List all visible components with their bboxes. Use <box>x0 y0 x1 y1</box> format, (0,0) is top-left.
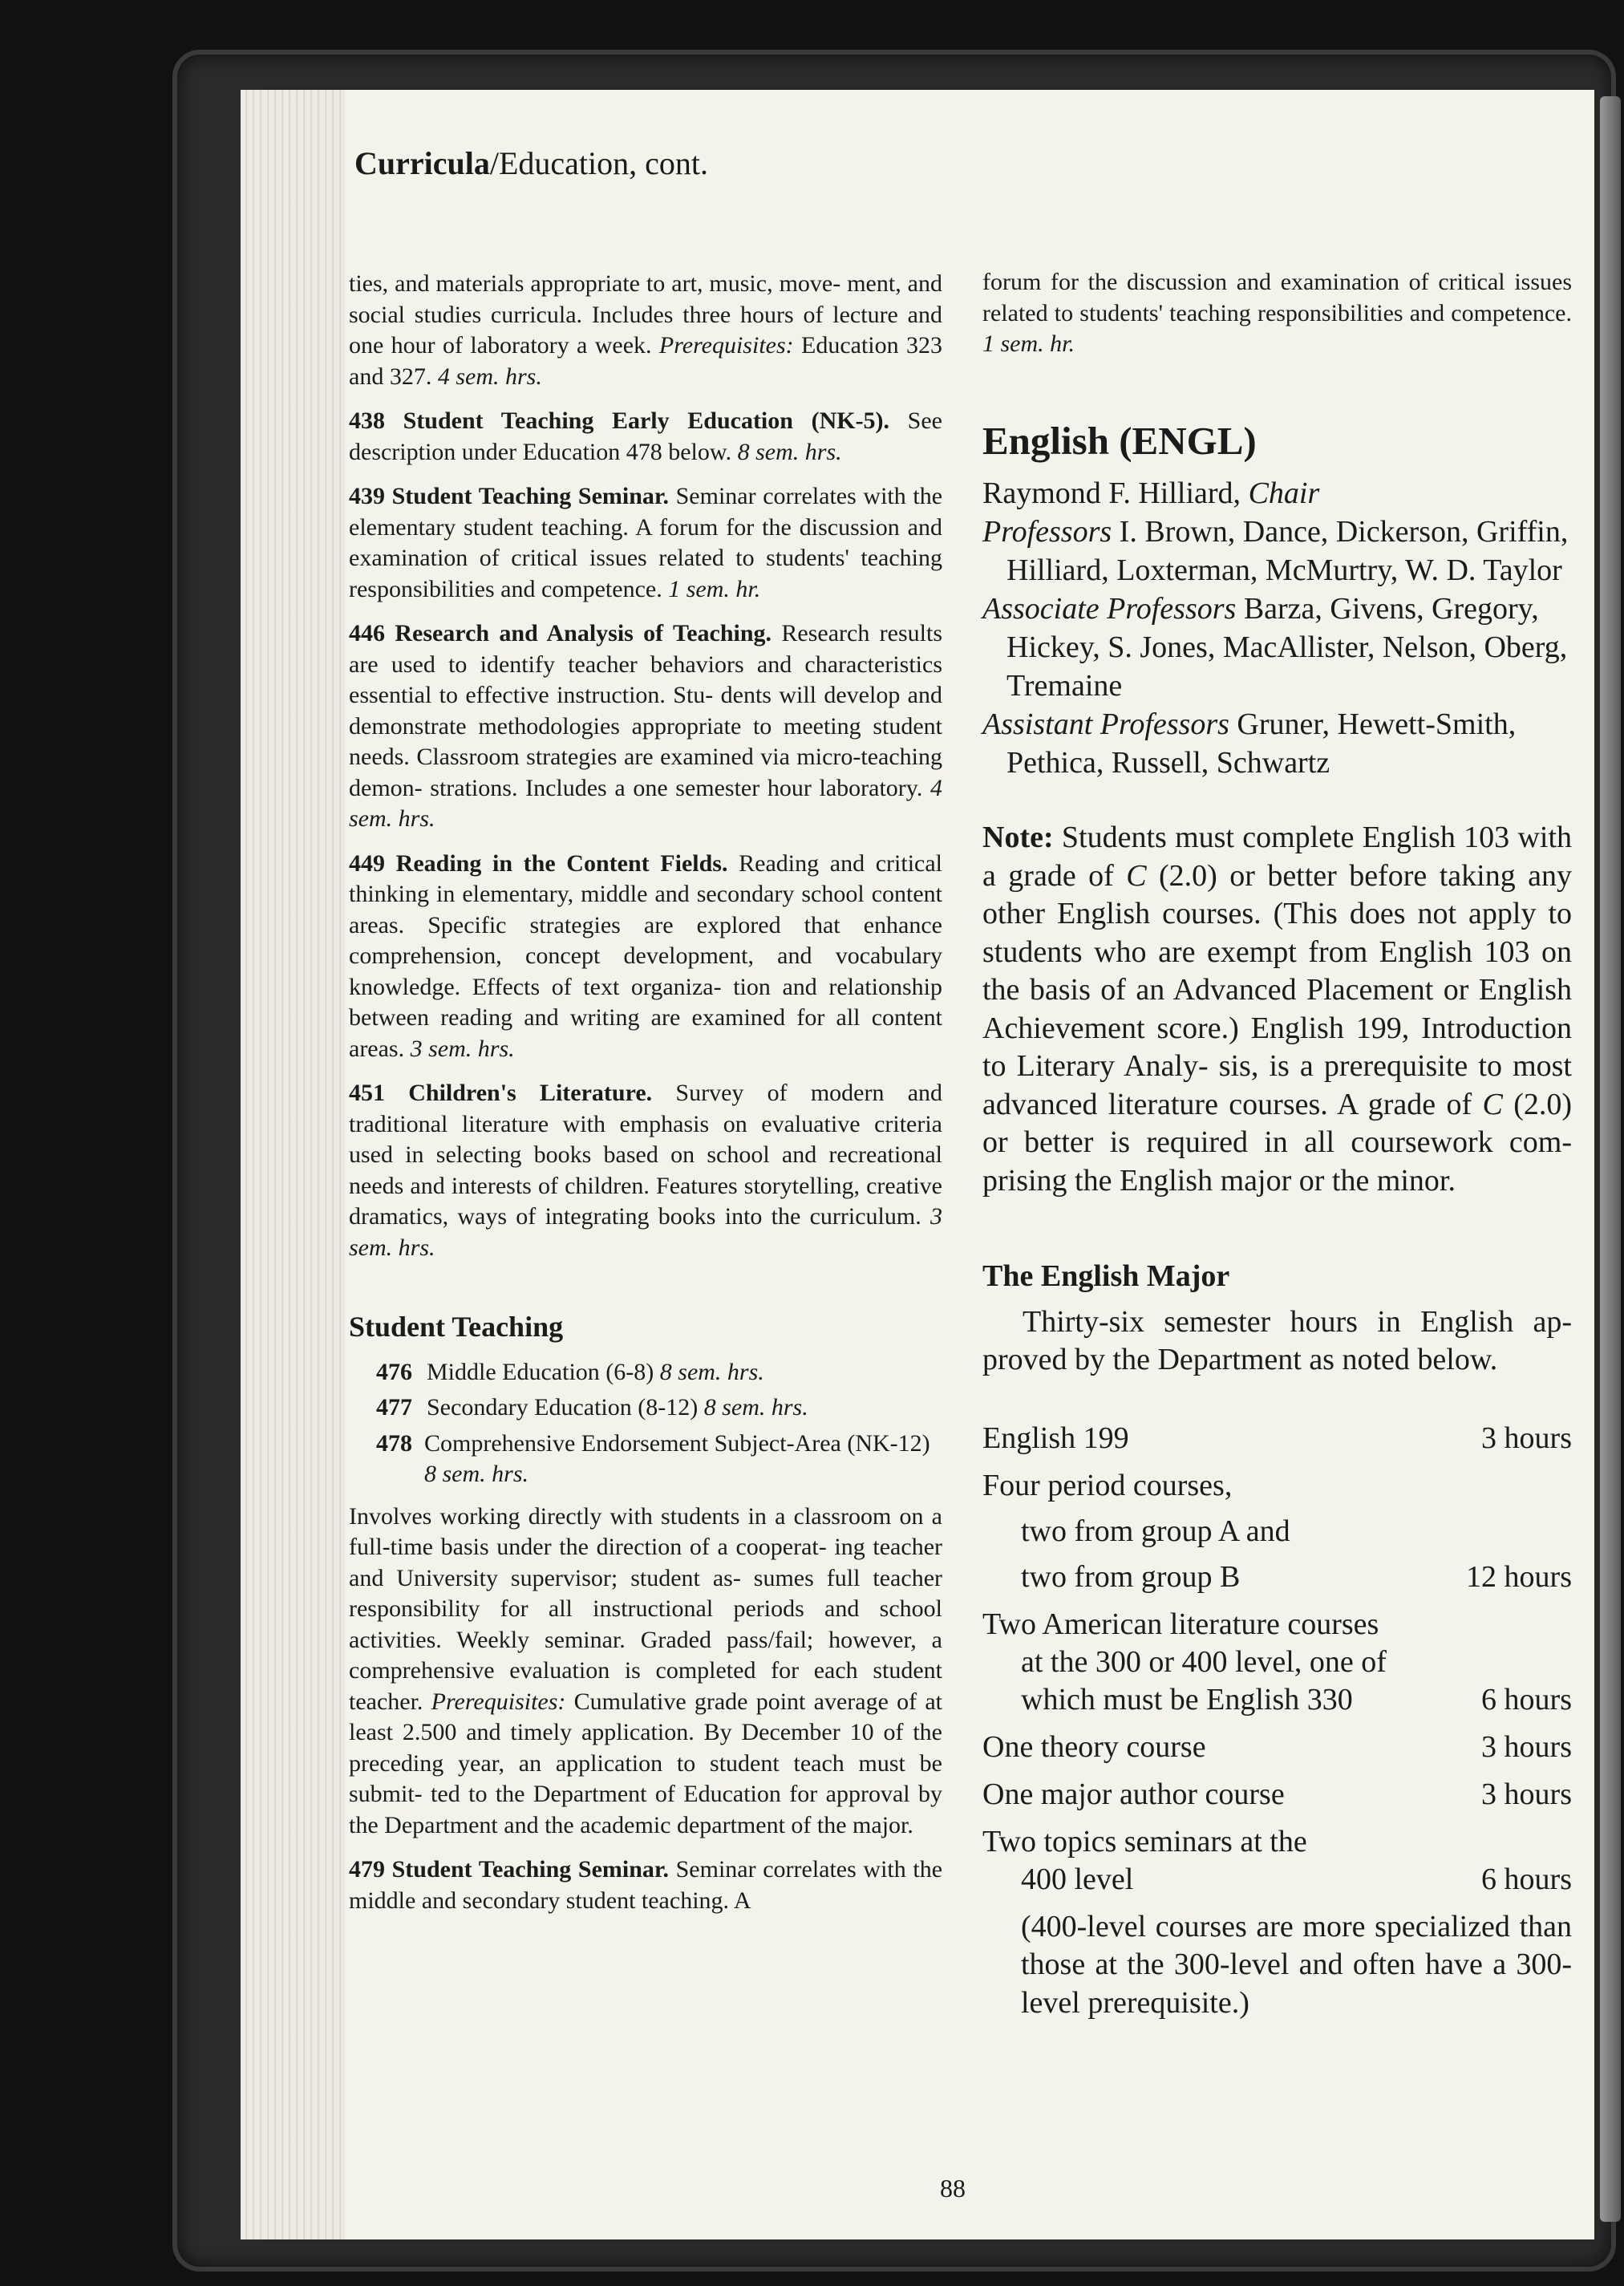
note-text: Students must complete English 103 with a grade of <box>982 821 1572 893</box>
requirement-label: One theory course <box>982 1729 1206 1764</box>
credit-hours: 1 sem. hr. <box>668 575 761 602</box>
course-439 <box>349 481 942 605</box>
course-number: 477 <box>376 1394 412 1421</box>
course-description: See description under Education 478 below. <box>349 407 942 465</box>
item-text <box>427 1392 808 1424</box>
requirements-list <box>982 1420 1572 1899</box>
faculty-chair <box>982 474 1572 513</box>
student-teaching-item <box>376 1429 942 1490</box>
prereq-label: Prerequisites: <box>658 332 794 359</box>
major-intro: Thirty-six semester hours in English ap- proved by the Department as noted below. <box>982 1304 1572 1376</box>
course-title: 449 Reading in the Content Fields. <box>349 849 728 877</box>
requirement-label: One major author course <box>982 1777 1285 1811</box>
requirement-sub: 400 level <box>1021 1862 1134 1896</box>
running-head-bold: Curricula <box>354 145 490 181</box>
credit-hours: 3 sem. hrs. <box>349 1203 943 1261</box>
course-438 <box>349 406 942 468</box>
requirement-hours: 6 hours <box>1481 1682 1572 1717</box>
credit-hours: 1 sem. hr. <box>982 330 1075 357</box>
credit-hours: 8 sem. hrs. <box>424 1461 529 1487</box>
grade-letter: C <box>1126 858 1147 893</box>
course-description: Research results are used to identify teacher behaviors and characteristics essential to effective instruction. Stu- dents will develop and demonstrate methodologies appropriate to meeting student needs. Classroom strategies are examined via micro-teaching demon- strations. Includes a one semester hour laboratory. <box>349 620 943 801</box>
chair-name: Raymond F. Hilliard, <box>982 476 1241 510</box>
requirement-row <box>982 1776 1572 1814</box>
course-446 <box>349 618 942 835</box>
credit-hours: 4 sem. hrs. <box>349 774 943 832</box>
credit-hours: 8 sem. hrs. <box>703 1394 808 1421</box>
course-description: Survey of modern and traditional literature with emphasis on evaluative criteria used in selecting books based on school and recreational needs and interests of children. Features storytelling, creative dramatics, ways of integrating books into the curriculum. <box>349 1080 943 1230</box>
level-note: (400-level courses are more specialized than those at the 300-level and often have a 300-level prerequisite.) <box>1021 1909 1572 2020</box>
course-number: 478 <box>376 1429 412 1457</box>
course-description: Seminar correlates with the elementary student teaching. A forum for the discussion and examination of critical issues related to students' teaching responsibilities and competence. <box>349 483 943 602</box>
prereq-label: Prerequisites: <box>431 1688 566 1715</box>
requirement-label: Two topics seminars at the <box>982 1824 1307 1858</box>
grade-letter: C <box>1482 1087 1503 1121</box>
course-title: 439 Student Teaching Seminar. <box>349 483 669 509</box>
rank-label: Professors <box>982 515 1112 549</box>
requirement-hours: 3 hours <box>1481 1729 1572 1764</box>
page-edges <box>241 90 345 2239</box>
requirement-row <box>982 1823 1572 1899</box>
credit-hours: 8 sem. hrs. <box>659 1358 764 1385</box>
course-description: Reading and critical thinking in elementary, middle and secondary school content areas. Specific strategies are explored that enhance comprehension, concept development, and vocabulary knowledge. Effects of text organiza- tion and relationship between reading and writing are examined for all content areas. <box>349 849 942 1062</box>
requirement-hours: 3 hours <box>1481 1421 1572 1455</box>
requirement-sub: two from group A and <box>1021 1514 1290 1548</box>
course-title: 446 Research and Analysis of Teaching. <box>349 620 772 646</box>
credit-hours: 3 sem. hrs. <box>410 1035 515 1062</box>
chair-title: Chair <box>1248 476 1320 510</box>
student-teaching-heading: Student Teaching <box>349 1311 564 1343</box>
credit-hours: 4 sem. hrs. <box>437 363 542 390</box>
student-teaching-item <box>376 1357 942 1388</box>
note-text: (2.0) or better is required in all coursework com- prising the English major or the minor. <box>982 1087 1573 1198</box>
requirement-hours: 12 hours <box>1466 1559 1572 1594</box>
student-teaching-list <box>376 1357 942 1490</box>
faculty-list <box>982 474 1572 782</box>
course-description: Seminar correlates with the middle and secondary student teaching. A <box>349 1856 943 1914</box>
faculty-professors <box>982 513 1572 590</box>
continuation-text: forum for the discussion and examination of critical issues related to students' teaching responsibilities and competence. <box>982 269 1572 326</box>
running-head-rest: /Education, cont. <box>489 145 709 181</box>
course-title: 438 Student Teaching Early Education (NK-5). <box>349 407 890 434</box>
student-teaching-description <box>349 1502 942 1842</box>
course-451 <box>349 1078 942 1263</box>
requirement-label-group <box>982 1823 1465 1899</box>
faculty-associate <box>982 590 1572 705</box>
requirement-row <box>982 1420 1572 1457</box>
course-title: 451 Children's Literature. <box>349 1080 653 1106</box>
right-column <box>982 267 1572 2053</box>
faculty-assistant <box>982 705 1572 782</box>
requirement-row <box>982 1467 1572 1596</box>
running-head <box>354 144 708 182</box>
course-number: 476 <box>376 1358 412 1385</box>
prereq-text: Education 323 and 327. <box>349 332 943 390</box>
rank-names: Barza, Givens, Gregory, Hickey, S. Jones, MacAllister, Nelson, Oberg, Tremaine <box>1006 592 1568 703</box>
major-heading: The English Major <box>982 1259 1230 1293</box>
requirement-sub: two from group B <box>1021 1559 1241 1594</box>
requirement-hours: 3 hours <box>1481 1777 1572 1811</box>
course-449 <box>349 849 942 1065</box>
requirement-label-group <box>982 1606 1465 1719</box>
requirement-row <box>982 1606 1572 1719</box>
page-number: 88 <box>940 2174 966 2203</box>
rank-label: Associate Professors <box>982 592 1237 626</box>
item-label: Secondary Education (8-12) <box>427 1394 699 1421</box>
note-text: (2.0) or better before taking any other English courses. (This does not apply to students who are exempt from English 103 on the basis of an Advanced Placement or English Achievement score.) English 199, Introduction to Literary Analy- sis, is a prerequisite to most advanced literature courses. A grade of <box>982 858 1572 1121</box>
department-heading: English (ENGL) <box>982 418 1257 463</box>
rank-names: I. Brown, Dance, Dickerson, Griffin, Hilliard, Loxterman, McMurtry, W. D. Taylor <box>1006 515 1569 587</box>
cover-edge <box>1600 96 1621 2222</box>
requirement-row <box>982 1729 1572 1766</box>
student-teaching-item <box>376 1392 942 1424</box>
course-479 <box>349 1854 942 1916</box>
requirement-label: Four period courses, <box>982 1468 1233 1502</box>
requirement-label-group <box>982 1467 1450 1596</box>
english-note <box>982 819 1572 1200</box>
left-column <box>349 269 942 1930</box>
item-label: Middle Education (6-8) <box>427 1358 654 1385</box>
description-text: Involves working directly with students in a classroom on a full-time basis under the direction of a cooperat- ing teacher and University supervisor; student as- sumes full teacher responsibility for all instructional periods and school activities. Weekly seminar. Graded pass/fail; however, a comprehensive evaluation is completed for each student teacher. <box>349 1502 942 1715</box>
requirement-hours: 6 hours <box>1481 1862 1572 1896</box>
item-text <box>424 1429 942 1490</box>
course-479-continuation <box>982 267 1572 360</box>
course-title: 479 Student Teaching Seminar. <box>349 1856 669 1883</box>
note-label: Note: <box>982 821 1054 854</box>
requirement-label: Two American literature courses <box>982 1607 1379 1641</box>
item-text <box>427 1357 764 1388</box>
rank-label: Assistant Professors <box>982 707 1229 741</box>
course-continuation-text: ties, and materials appropriate to art, music, move- ment, and social studies curricula. Includes three hours of lecture and one hour of laboratory a week. <box>349 270 942 359</box>
item-label: Comprehensive Endorsement Subject-Area (NK-12) <box>424 1429 930 1457</box>
rank-names: Gruner, Hewett-Smith, Pethica, Russell, Schwartz <box>1006 707 1517 780</box>
requirement-label: English 199 <box>982 1421 1129 1455</box>
prereq-text: Cumulative grade point average of at least 2.500 and timely application. By December 10 of the preceding year, an application to student teach must be submit- ted to the Department of Education for approval by the Department and the academic department of the major. <box>349 1688 942 1838</box>
course-continuation <box>349 269 942 392</box>
requirement-sub: at the 300 or 400 level, one of <box>1021 1644 1387 1679</box>
credit-hours: 8 sem. hrs. <box>737 438 842 465</box>
requirement-sub: which must be English 330 <box>1021 1682 1353 1717</box>
